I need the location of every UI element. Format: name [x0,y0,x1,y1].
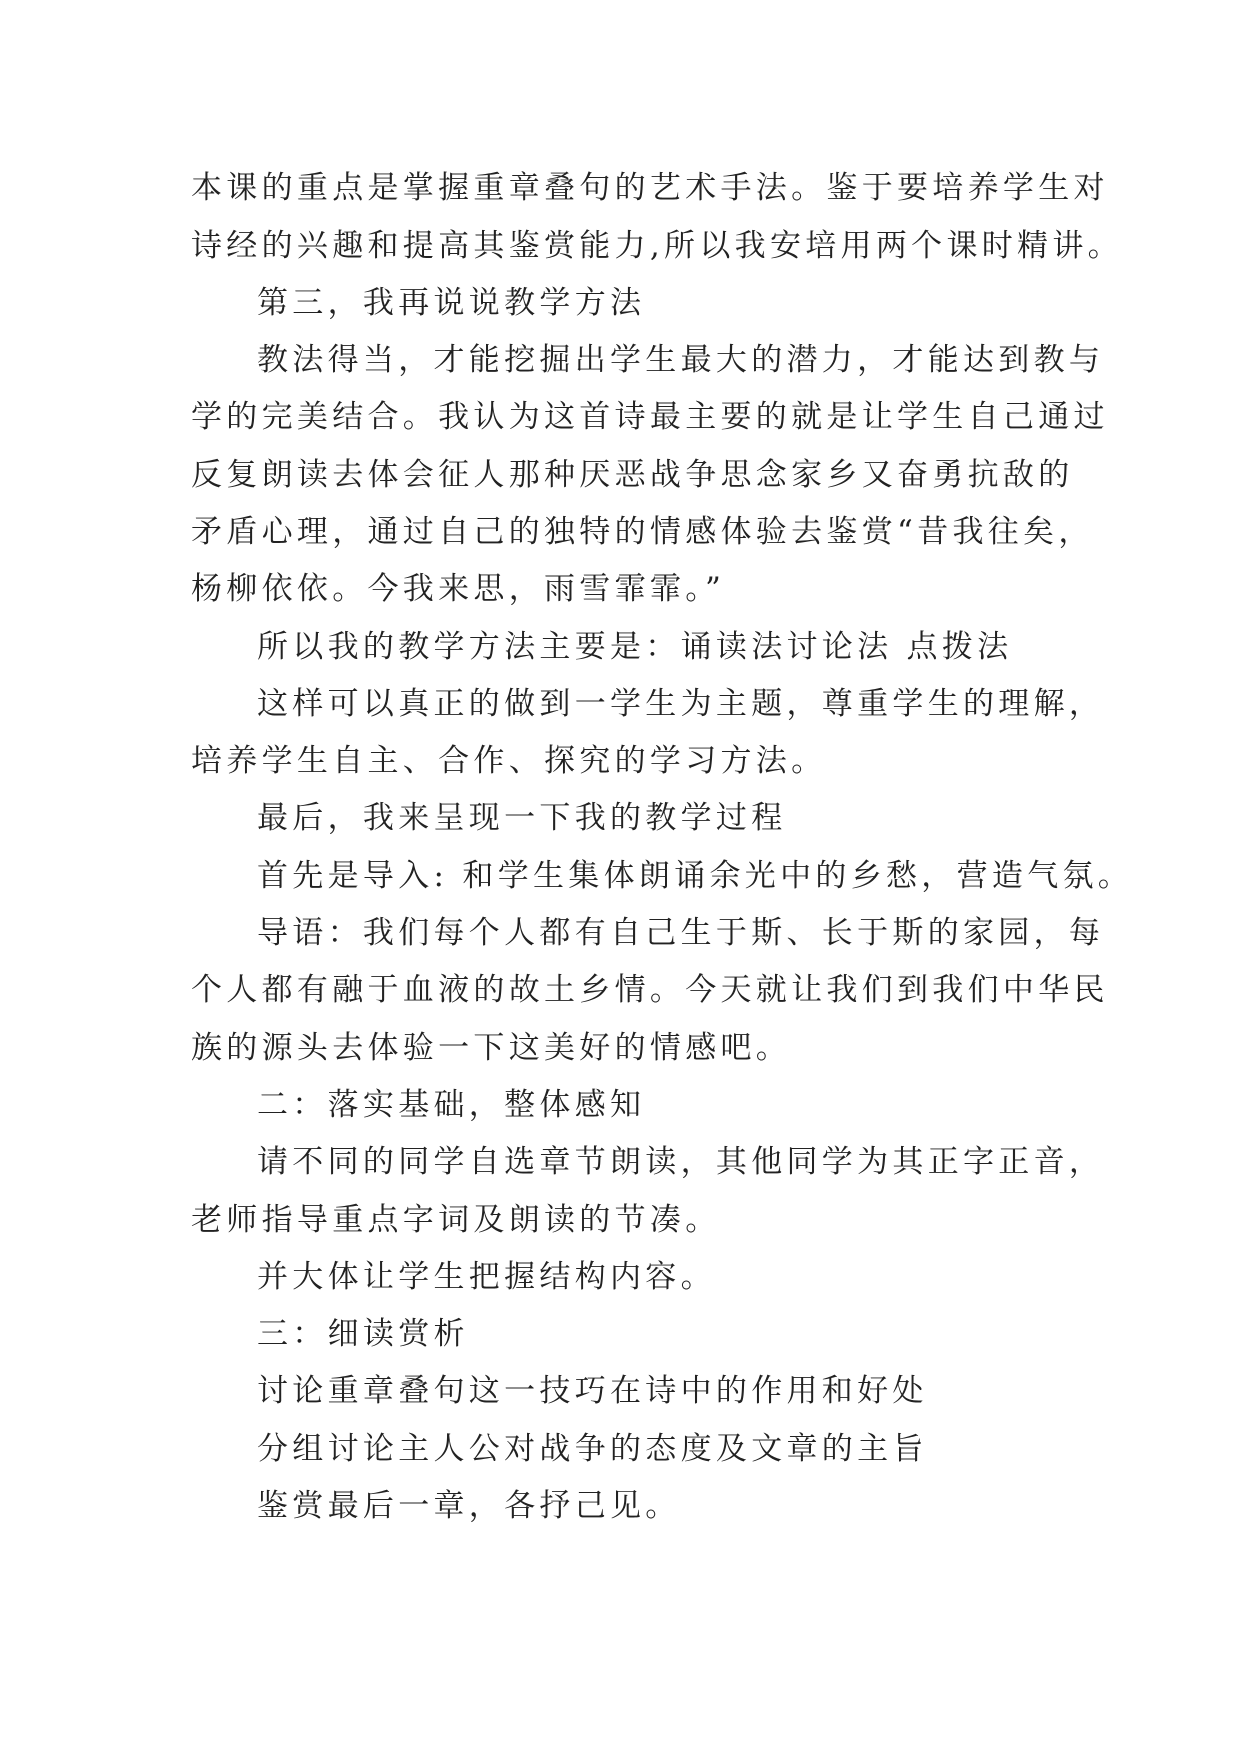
text-line: 请不同的同学自选章节朗读，其他同学为其正字正音， [257,1144,1105,1180]
section-heading: 最后，我来呈现一下我的教学过程 [257,800,787,836]
text-line: 族的源头去体验一下这美好的情感吧。 [191,1030,792,1066]
text-line: 鉴赏最后一章，各抒己见。 [257,1488,681,1524]
text-line: 讨论重章叠句这一技巧在诗中的作用和好处 [257,1373,928,1409]
text-line: 杨柳依依。今我来思，雨雪霏霏。” [191,571,726,607]
section-heading: 第三，我再说说教学方法 [257,285,646,321]
text-line: 本课的重点是掌握重章叠句的艺术手法。鉴于要培养学生对 [191,170,1109,206]
text-line: 这样可以真正的做到一学生为主题，尊重学生的理解， [257,686,1105,722]
text-line: 矛盾心理，通过自己的独特的情感体验去鉴赏“昔我往矣， [191,514,1094,550]
text-line: 分组讨论主人公对战争的态度及文章的主旨 [257,1431,928,1467]
section-heading: 三：细读赏析 [257,1316,469,1352]
text-line: 学的完美结合。我认为这首诗最主要的就是让学生自己通过 [191,399,1109,435]
text-line: 导语：我们每个人都有自己生于斯、长于斯的家园，每 [257,915,1105,951]
text-line: 个人都有融于血液的故土乡情。今天就让我们到我们中华民 [191,972,1109,1008]
text-line: 首先是导入: 和学生集体朗诵余光中的乡愁，营造气氛。 [257,858,1134,894]
text-line: 诗经的兴趣和提高其鉴赏能力,所以我安培用两个课时精讲。 [191,228,1123,264]
text-line: 老师指导重点字词及朗读的节凑。 [191,1202,721,1238]
section-heading: 二：落实基础，整体感知 [257,1087,646,1123]
text-line: 并大体让学生把握结构内容。 [257,1259,716,1295]
text-line: 反复朗读去体会征人那种厌恶战争思念家乡又奋勇抗敌的 [191,457,1074,493]
text-line: 教法得当，才能挖掘出学生最大的潜力，才能达到教与 [257,342,1105,378]
text-line: 培养学生自主、合作、探究的学习方法。 [191,743,827,779]
text-line: 所以我的教学方法主要是：诵读法讨论法 点拨法 [257,629,1013,665]
